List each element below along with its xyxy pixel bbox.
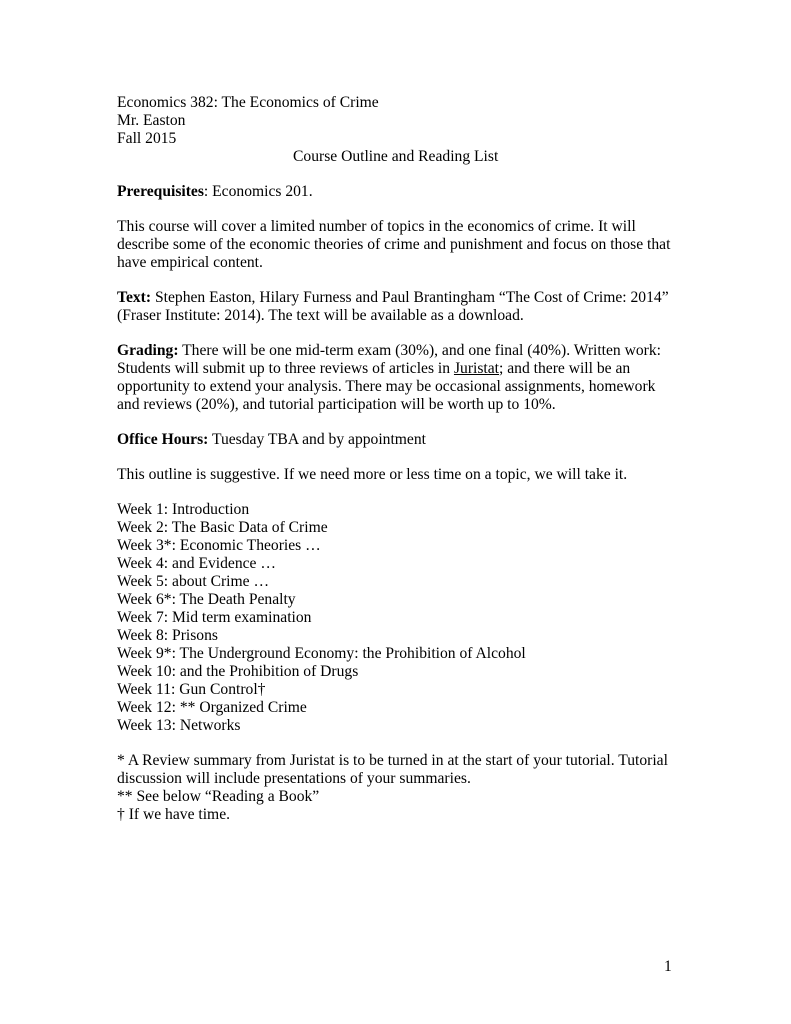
week-item: Week 8: Prisons xyxy=(117,627,218,644)
text-paragraph xyxy=(117,289,677,325)
week-item: Week 9*: The Underground Economy: the Prohibition of Alcohol xyxy=(117,645,526,662)
footnote-dagger: † If we have time. xyxy=(117,806,231,823)
week-item: Week 11: Gun Control† xyxy=(117,681,266,698)
week-item: Week 3*: Economic Theories … xyxy=(117,537,321,554)
description-line: This course will cover a limited number of topics in the economics of crime. It will xyxy=(117,218,636,235)
outline-note xyxy=(117,466,677,484)
course-description xyxy=(117,218,677,272)
grading-label: Grading: xyxy=(117,342,179,359)
office-hours-value: Tuesday TBA and by appointment xyxy=(208,431,426,448)
footnotes xyxy=(117,752,677,824)
footnote-star-line-2: discussion will include presentations of your summaries. xyxy=(117,770,471,787)
text-line-2: (Fraser Institute: 2014). The text will be available as a download. xyxy=(117,307,524,324)
week-item: Week 1: Introduction xyxy=(117,501,250,518)
juristat-reference: Juristat xyxy=(453,360,499,377)
text-label: Text: xyxy=(117,289,152,306)
description-line: describe some of the economic theories of crime and punishment and focus on those that xyxy=(117,236,671,253)
weekly-schedule xyxy=(117,501,677,735)
grading-line-3: opportunity to extend your analysis. There may be occasional assignments, homework xyxy=(117,378,656,395)
week-item: Week 2: The Basic Data of Crime xyxy=(117,519,328,536)
footnote-double-star: ** See below “Reading a Book” xyxy=(117,788,320,805)
grading-line-4: and reviews (20%), and tutorial participation will be worth up to 10%. xyxy=(117,396,556,413)
office-hours-paragraph xyxy=(117,431,677,449)
week-item: Week 5: about Crime … xyxy=(117,573,270,590)
grading-line-2: Students will submit up to three reviews of articles in xyxy=(117,360,454,377)
week-item: Week 10: and the Prohibition of Drugs xyxy=(117,663,359,680)
prerequisites-value: : Economics 201. xyxy=(203,183,313,200)
instructor-name: Mr. Easton xyxy=(117,112,186,129)
description-line: have empirical content. xyxy=(117,254,263,271)
document-page xyxy=(117,94,677,824)
footnote-star-line-1: * A Review summary from Juristat is to be turned in at the start of your tutorial. Tutorial xyxy=(117,752,668,769)
course-header xyxy=(117,94,677,166)
prerequisites-paragraph xyxy=(117,183,677,201)
office-hours-label: Office Hours: xyxy=(117,431,209,448)
week-item: Week 6*: The Death Penalty xyxy=(117,591,296,608)
outline-note-text: This outline is suggestive. If we need more or less time on a topic, we will take it. xyxy=(117,466,628,483)
week-item: Week 13: Networks xyxy=(117,717,241,734)
course-title: Economics 382: The Economics of Crime xyxy=(117,94,379,111)
term: Fall 2015 xyxy=(117,130,177,147)
page-number: 1 xyxy=(664,958,672,975)
text-line-1: Stephen Easton, Hilary Furness and Paul Brantingham “The Cost of Crime: 2014” xyxy=(151,289,669,306)
week-item: Week 4: and Evidence … xyxy=(117,555,276,572)
week-item: Week 7: Mid term examination xyxy=(117,609,312,626)
grading-line-2-end: ; and there will be an xyxy=(499,360,631,377)
grading-paragraph xyxy=(117,342,677,414)
week-item: Week 12: ** Organized Crime xyxy=(117,699,307,716)
document-subtitle: Course Outline and Reading List xyxy=(293,148,499,165)
prerequisites-label: Prerequisites xyxy=(117,183,204,200)
grading-line-1: There will be one mid-term exam (30%), and one final (40%). Written work: xyxy=(178,342,662,359)
